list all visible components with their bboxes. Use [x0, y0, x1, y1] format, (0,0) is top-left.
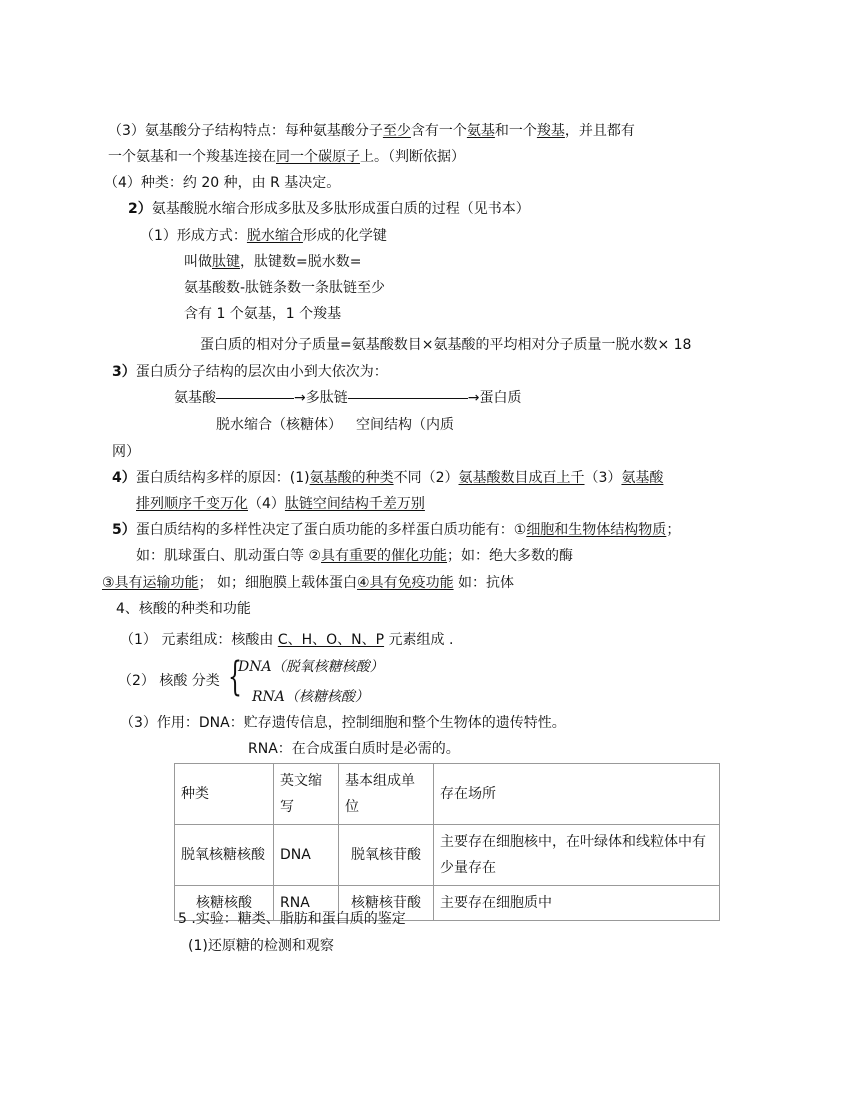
table-header-row — [175, 764, 720, 825]
keyword-peptide-bond: 肽键 — [212, 254, 240, 270]
section-5-heading: 5）蛋白质结构的多样性决定了蛋白质功能的多样蛋白质功能有：①细胞和生物体结构物质； — [112, 522, 681, 538]
table-cell: 核糖核酸 — [175, 886, 274, 921]
peptide-bond-line: 叫做肽键，肽键数=脱水数= — [184, 254, 362, 270]
keyword-at-least: 至少 — [382, 123, 411, 139]
section-3-heading: 3）蛋白质分子结构的层次由小到大依次为： — [112, 364, 388, 380]
element-composition-line: （1） 元素组成：核酸由 C、H、O、N、P 元素组成 . — [120, 632, 454, 648]
keyword-dehydration: 脱水缩合 — [246, 228, 303, 244]
hierarchy-flow: 氨基酸 →多肽链 →蛋白质 — [174, 390, 522, 406]
table-cell: 脱氧核苷酸 — [339, 825, 434, 886]
amino-acid-structure-line-2: 一个氨基和一个羧基连接在同一个碳原子上。（判断依据） — [108, 149, 465, 165]
molecular-mass-formula: 蛋白质的相对分子质量=氨基酸数目×氨基酸的平均相对分子质量一脱水数× 18 — [200, 337, 692, 353]
keyword-amino-group: 氨基 — [466, 123, 495, 139]
arrow-line — [216, 398, 294, 399]
table-header-cell: 存在场所 — [434, 764, 720, 825]
formation-method-line: （1）形成方式：脱水缩合形成的化学键 — [140, 228, 387, 244]
classification-dna: DNA（脱氧核糖核酸） — [238, 659, 384, 675]
table-cell: RNA — [274, 886, 339, 921]
table-cell: 主要存在细胞质中 — [434, 886, 720, 921]
classification-label: （2） 核酸 分类 — [118, 673, 220, 689]
brace-icon: { — [228, 654, 242, 700]
hierarchy-annotations: 脱水缩合（核糖体） 空间结构（内质 — [216, 417, 454, 433]
amino-acid-types-line: （4）种类：约 20 种，由 R 基决定。 — [104, 175, 341, 191]
arrow-icon: → — [467, 390, 480, 406]
arrow-icon: → — [294, 390, 306, 406]
diversity-reasons-cont: 排列顺序千变万化（4）肽链空间结构千差万别 — [136, 496, 425, 512]
table-cell: 核糖核苷酸 — [339, 886, 434, 921]
classification-rna: RNA（核糖核酸） — [252, 689, 369, 705]
keyword-carboxyl-group: 羧基 — [536, 123, 565, 139]
table-header-cell: 英文缩写 — [274, 764, 339, 825]
table-cell: 脱氧核糖核酸 — [175, 825, 274, 886]
function-examples-line: 如：肌球蛋白、肌动蛋白等 ②具有重要的催化功能；如：绝大多数的酶 — [136, 548, 574, 564]
section-2-heading: 2）氨基酸脱水缩合形成多肽及多肽形成蛋白质的过程（见书本） — [128, 201, 530, 217]
keyword-same-carbon: 同一个碳原子 — [276, 149, 360, 165]
nucleic-acid-heading: 4、核酸的种类和功能 — [116, 601, 251, 617]
table-header-cell: 基本组成单位 — [339, 764, 434, 825]
amino-acid-structure-line: （3）氨基酸分子结构特点：每种氨基酸分子至少含有一个氨基和一个羧基，并且都有 — [108, 123, 635, 139]
table-cell: 主要存在细胞核中，在叶绿体和线粒体中有少量存在 — [434, 825, 720, 886]
table-cell: DNA — [274, 825, 339, 886]
hierarchy-annotation-cont: 网） — [112, 444, 140, 460]
table-header-cell: 种类 — [175, 764, 274, 825]
amino-carboxyl-line: 含有 1 个氨基，1 个羧基 — [184, 306, 342, 322]
function-dna-line: （3）作用：DNA：贮存遗传信息，控制细胞和整个生物体的遗传特性。 — [120, 715, 566, 731]
amino-count-line: 氨基酸数-肽链条数一条肽链至少 — [184, 280, 386, 296]
reducing-sugar-heading: (1)还原糖的检测和观察 — [188, 938, 334, 954]
section-4-heading: 4）蛋白质结构多样的原因：(1)氨基酸的种类不同（2）氨基酸数目成百上千（3）氨基酸 — [112, 470, 664, 486]
function-rna-line: RNA：在合成蛋白质时是必需的。 — [248, 741, 460, 757]
nucleic-acid-table — [174, 763, 720, 921]
arrow-line — [348, 398, 468, 399]
function-examples-line-2: ③具有运输功能； 如；细胞膜上载体蛋白④具有免疫功能 如：抗体 — [102, 575, 515, 591]
table-row — [175, 825, 720, 886]
experiment-heading: 5 .实验：糖类、脂肪和蛋白质的鉴定 — [178, 911, 406, 927]
